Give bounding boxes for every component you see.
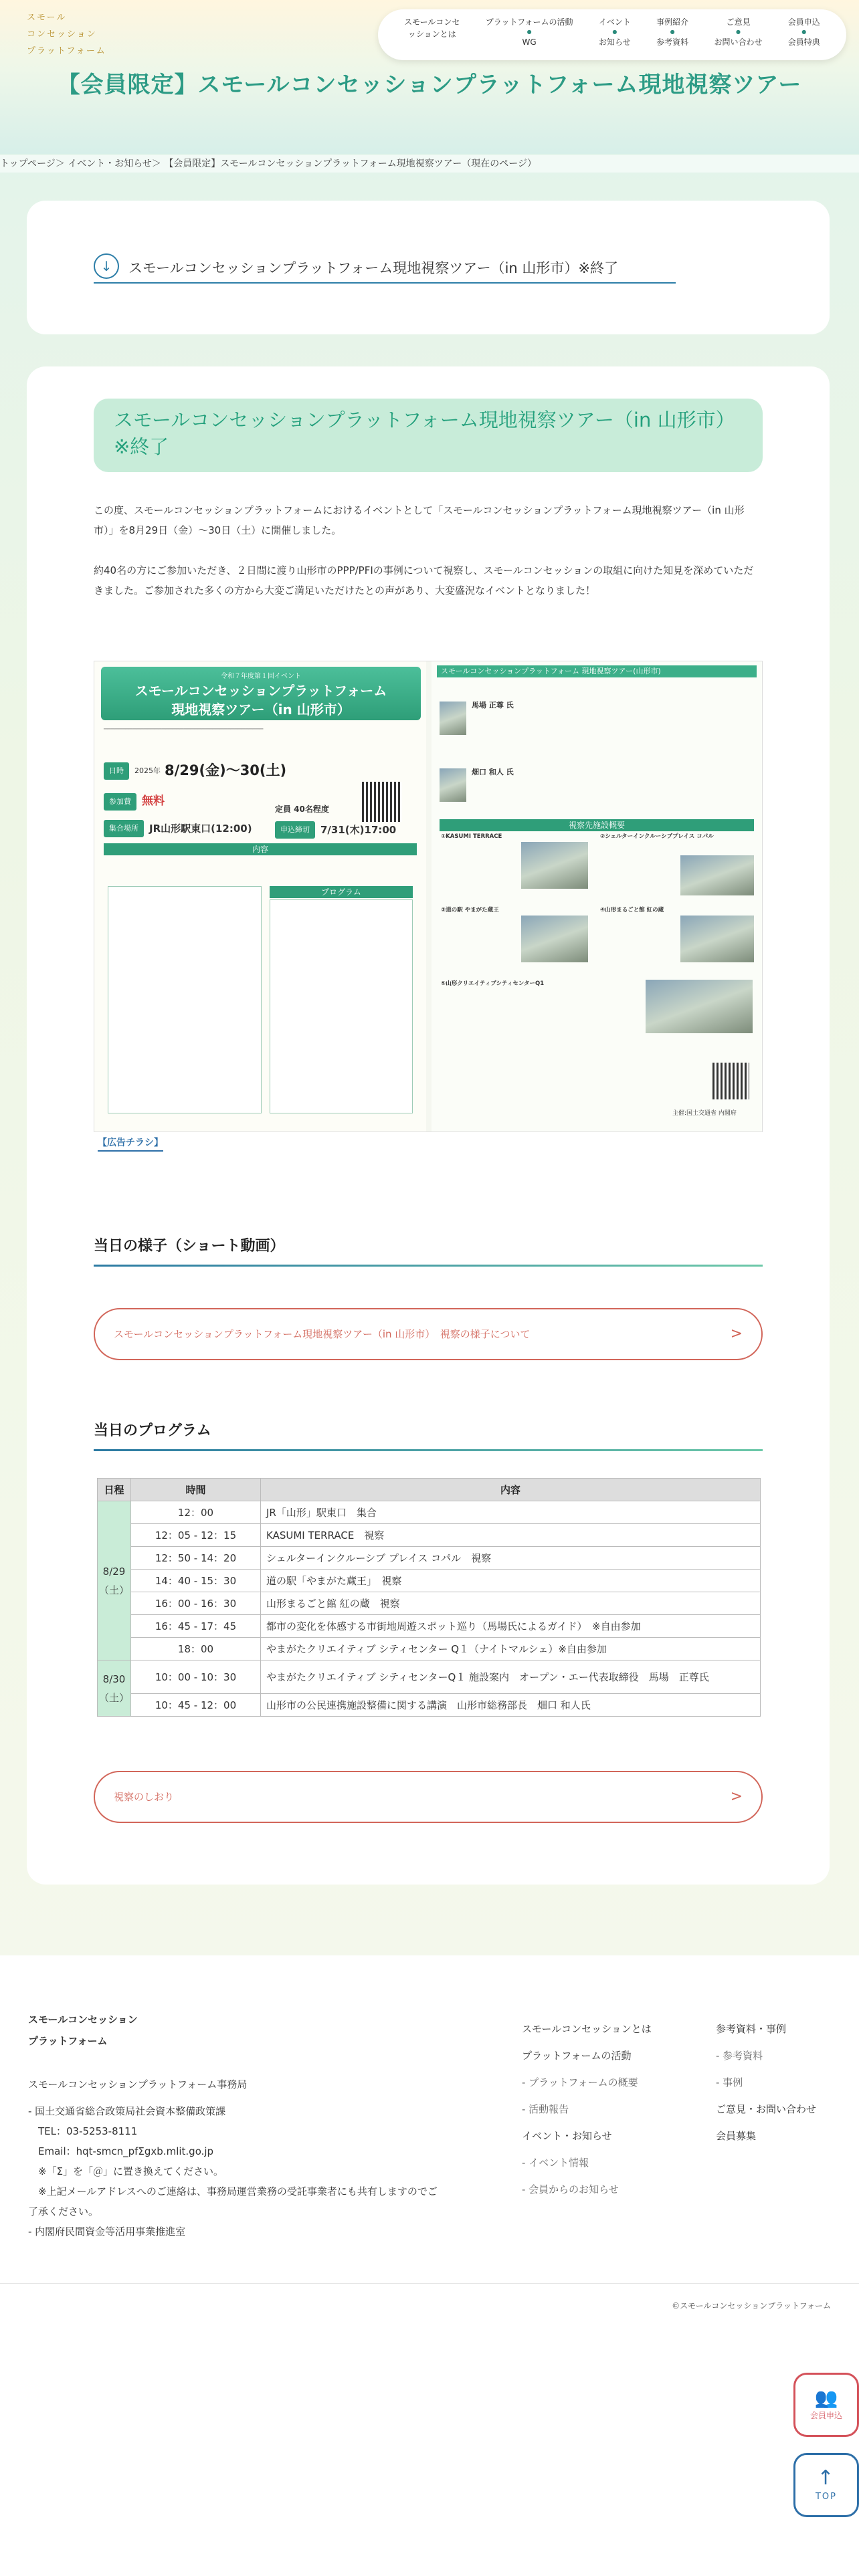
table-header-row <box>98 1479 761 1501</box>
video-heading: 当日の様子（ショート動画） <box>94 1235 763 1267</box>
flyer-section-bar: 内容 <box>104 843 417 855</box>
program-table <box>97 1478 761 1717</box>
program-time: 16：45 - 17：45 <box>131 1615 261 1638</box>
table-row <box>98 1638 761 1660</box>
people-icon: 👥 <box>814 2387 838 2409</box>
footer-link[interactable]: イベント・お知らせ <box>522 2130 612 2142</box>
footer-link[interactable]: - プラットフォームの概要 <box>522 2076 638 2088</box>
content-card <box>27 366 830 1885</box>
nav-item-events[interactable] <box>599 16 631 48</box>
program-content: やまがたクリエイティブ シティセンター Q１（ナイトマルシェ）※自由参加 <box>261 1638 761 1660</box>
section-heading: スモールコンセッションプラットフォーム現地視察ツアー（in 山形市）※終了 <box>94 399 763 472</box>
footer-link[interactable]: - 参考資料 <box>716 2050 763 2062</box>
table-header: 内容 <box>261 1479 761 1501</box>
table-row <box>98 1592 761 1615</box>
speaker-name: 馬場 正尊 氏 <box>472 701 514 710</box>
flyer-section-bar: 視察先施設概要 <box>440 819 754 831</box>
footer-link[interactable]: - 活動報告 <box>522 2103 569 2115</box>
flyer-fee-row <box>104 792 165 811</box>
program-time: 10：45 - 12：00 <box>131 1694 261 1717</box>
program-heading: 当日のプログラム <box>94 1419 763 1451</box>
logo-line: スモール <box>27 13 67 23</box>
chevron-right-icon: > <box>730 1788 743 1806</box>
footer-contact <box>28 2074 443 2242</box>
footer-nav-col1 <box>522 2016 652 2203</box>
flyer-tag: 集合場所 <box>104 820 144 837</box>
footer-info-line: - 内閣府民間資金等活用事業推進室 <box>28 2226 186 2238</box>
nav-item-cases[interactable] <box>656 16 688 48</box>
speaker-name: 畑口 和人 氏 <box>472 768 514 776</box>
dot-icon: ● <box>801 29 807 35</box>
footer-info-line: ※「Σ」を「＠」に置き換えてください。 <box>28 2165 224 2177</box>
nav-item-member[interactable] <box>788 16 820 48</box>
qr-code <box>712 1063 749 1099</box>
logo-line: プラットフォーム <box>27 46 106 56</box>
lead-text <box>94 500 763 621</box>
footer-logo-line: スモールコンセッション <box>28 2014 138 2026</box>
logo-line: コンセッション <box>27 29 97 39</box>
flyer-capacity: 定員 40名程度 <box>275 804 329 814</box>
toc-link[interactable] <box>94 255 676 284</box>
table-row <box>98 1660 761 1694</box>
flyer-host: 主催:国土交通省 内閣府 <box>672 1110 737 1117</box>
nav-item-activity[interactable] <box>486 16 573 48</box>
footer-logo[interactable] <box>28 2009 138 2052</box>
breadcrumb[interactable]: トップページ＞ イベント・お知らせ＞ 【会員限定】スモールコンセッションプラットフォーム現地視察ツアー（現在のページ） <box>0 155 859 173</box>
flyer-back <box>432 661 762 1132</box>
nav-item-contact[interactable] <box>714 16 762 48</box>
flyer-title-line: スモールコンセッションプラットフォーム <box>134 683 387 699</box>
flyer-fee: 無料 <box>142 794 165 809</box>
dot-icon: ● <box>612 29 617 35</box>
toc-link-label: スモールコンセッションプラットフォーム現地視察ツアー（in 山形市）※終了 <box>128 260 619 277</box>
site-photo <box>521 842 588 889</box>
back-to-top-button[interactable] <box>793 2453 859 2517</box>
speaker-photo <box>440 702 466 735</box>
event-flyer-image <box>94 661 763 1132</box>
lead-paragraph: 約40名の方にご参加いただき、２日間に渡り山形市のPPP/PFIの事例について視察し、スモールコンセッションの取組に向けた知見を深めていただきました。ご参加された多くの方から大変ご満足いただけたとの声があり、大変盛況なイベントとなりました！ <box>94 564 754 597</box>
copyright: ©スモールコンセッションプラットフォーム <box>0 2283 859 2313</box>
program-time: 12：05 - 12：15 <box>131 1524 261 1547</box>
flyer-title-line: 現地視察ツアー（in 山形市） <box>171 702 351 718</box>
program-content: JR「山形」駅東口 集合 <box>261 1501 761 1524</box>
program-time: 18：00 <box>131 1638 261 1660</box>
program-date: 8/30（土） <box>98 1660 131 1717</box>
nav-label[interactable]: 参考資料 <box>656 37 689 47</box>
program-time: 10：00 - 10：30 <box>131 1660 261 1694</box>
site-name: ⑤山形クリエイティブシティセンターQ1 <box>441 980 545 987</box>
program-content: 道の駅「やまがた蔵王」 視察 <box>261 1570 761 1592</box>
program-time: 14：40 - 15：30 <box>131 1570 261 1592</box>
nav-label[interactable]: お知らせ <box>599 37 631 47</box>
video-link-label: スモールコンセッションプラットフォーム現地視察ツアー（in 山形市） 視察の様子について <box>114 1328 531 1340</box>
flyer-place: JR山形駅東口(12:00) <box>149 823 252 835</box>
site-photo <box>680 916 754 962</box>
footer-link[interactable]: 参考資料・事例 <box>716 2023 787 2035</box>
footer-nav-col2 <box>716 2016 816 2149</box>
site-photo <box>680 855 754 895</box>
flyer-intro: ──────────────────────────────────────────── <box>104 726 264 733</box>
footer <box>0 1955 859 2576</box>
ad-flyer-link[interactable]: 【広告チラシ】 <box>98 1136 163 1152</box>
flyer-program-table <box>270 899 413 1113</box>
page-title: 【会員限定】スモールコンセッションプラットフォーム現地視察ツアー <box>57 72 802 98</box>
global-nav <box>378 9 846 60</box>
flyer-tag: 申込締切 <box>275 821 315 839</box>
table-header: 時間 <box>131 1479 261 1501</box>
nav-label: ご意見 <box>726 17 751 27</box>
dot-icon: ● <box>735 29 741 35</box>
dot-icon: ● <box>670 29 675 35</box>
program-content: KASUMI TERRACE 視察 <box>261 1524 761 1547</box>
nav-label: イベント <box>598 17 631 27</box>
site-name: ③道の駅 やまがた蔵王 <box>441 907 499 914</box>
footer-link[interactable]: - 事例 <box>716 2076 743 2088</box>
flyer-date: 8/29(金)～30(土) <box>165 762 287 779</box>
flyer-title <box>101 667 421 720</box>
table-header: 日程 <box>98 1479 131 1501</box>
table-row <box>98 1524 761 1547</box>
table-row <box>98 1615 761 1638</box>
site-name: ②シェルターインクルーシブプレイス コパル <box>600 833 714 840</box>
program-date: 8/29（土） <box>98 1501 131 1660</box>
guide-link-label: 視察のしおり <box>114 1791 175 1803</box>
footer-logo-line: プラットフォーム <box>28 2035 108 2047</box>
chevron-right-icon: > <box>730 1325 743 1343</box>
table-row <box>98 1570 761 1592</box>
footer-link[interactable]: 会員募集 <box>716 2130 757 2142</box>
member-apply-label: 会員申込 <box>809 2411 842 2421</box>
arrow-up-icon: ↑ <box>817 2466 836 2490</box>
nav-label[interactable]: 会員特典 <box>787 37 820 47</box>
footer-link[interactable]: - 会員からのお知らせ <box>522 2183 619 2195</box>
footer-info-line: ※上記メールアドレスへのご連絡は、事務局運営業務の受託事業者にも共有しますのでご了承ください。 <box>28 2185 438 2218</box>
flyer-front <box>94 661 426 1132</box>
site-logo[interactable] <box>27 9 114 60</box>
footer-info-line: Email：hqt-smcn_pfΣgxb.mlit.go.jp <box>28 2145 214 2157</box>
nav-label: 会員申込 <box>787 17 820 27</box>
flyer-deadline-row <box>275 821 396 839</box>
nav-label: ッションとは <box>407 29 456 39</box>
footer-link[interactable]: ご意見・お問い合わせ <box>716 2103 817 2115</box>
program-content: 山形まるごと館 紅の蔵 視察 <box>261 1592 761 1615</box>
program-content: 都市の変化を体感する市街地周遊スポット巡り（馬場氏によるガイド） ※自由参加 <box>261 1615 761 1638</box>
site-photo <box>521 916 588 962</box>
nav-label: プラットフォームの活動 <box>485 17 573 27</box>
program-time: 12：50 - 14：20 <box>131 1547 261 1570</box>
footer-link[interactable]: プラットフォームの活動 <box>522 2050 632 2062</box>
footer-info-line: - 国土交通省総合政策局社会資本整備政策課 <box>28 2105 226 2117</box>
program-time: 16：00 - 16：30 <box>131 1592 261 1615</box>
program-content: シェルターインクルーシブ プレイス コパル 視察 <box>261 1547 761 1570</box>
flyer-date-row <box>104 762 286 780</box>
footer-link[interactable]: スモールコンセッションとは <box>522 2023 652 2035</box>
flyer-notes <box>108 886 262 1113</box>
nav-label: スモールコンセ <box>404 17 460 27</box>
flyer-deadline: 7/31(木)17:00 <box>320 824 397 836</box>
table-row <box>98 1547 761 1570</box>
flyer-place-row <box>104 819 252 838</box>
header <box>0 0 859 154</box>
guide-link-button[interactable] <box>94 1771 763 1823</box>
program-content: やまがたクリエイティブ シティセンターQ１ 施設案内 オープン・エー代表取締役 馬場 正尊氏 <box>261 1660 761 1694</box>
member-apply-button[interactable] <box>793 2373 859 2437</box>
site-name: ①KASUMI TERRACE <box>441 833 502 840</box>
toc-card <box>27 201 830 334</box>
flyer-back-heading: スモールコンセッションプラットフォーム 現地視察ツアー(山形市) <box>437 665 757 677</box>
qr-code <box>362 782 402 822</box>
table-row <box>98 1501 761 1524</box>
program-content: 山形市の公民連携施設整備に関する講演 山形市総務部長 畑口 和人氏 <box>261 1694 761 1717</box>
footer-office: スモールコンセッションプラットフォーム事務局 <box>28 2078 248 2090</box>
lead-paragraph: この度、スモールコンセッションプラットフォームにおけるイベントとして「スモールコンセッションプラットフォーム現地視察ツアー（in 山形市）」を8月29日（金）～30日（土）に開催しました。 <box>94 504 745 536</box>
site-name: ④山形まるごと館 紅の蔵 <box>600 907 664 914</box>
footer-link[interactable]: - イベント情報 <box>522 2157 589 2169</box>
flyer-tag: 日時 <box>104 762 129 780</box>
nav-item-about[interactable] <box>404 16 460 40</box>
table-row <box>98 1694 761 1717</box>
speaker-photo <box>440 768 466 802</box>
nav-label[interactable]: WG <box>522 37 537 47</box>
back-to-top-label: TOP <box>815 2491 837 2502</box>
flyer-year: 2025年 <box>134 766 161 776</box>
video-link-button[interactable] <box>94 1308 763 1360</box>
site-photo <box>646 980 753 1033</box>
flyer-small: 令和７年度第１回イベント <box>221 673 301 680</box>
nav-label[interactable]: お問い合わせ <box>714 37 763 47</box>
arrow-down-icon: ↓ <box>94 253 119 279</box>
nav-label: 事例紹介 <box>656 17 689 27</box>
program-time: 12：00 <box>131 1501 261 1524</box>
flyer-section-bar: プログラム <box>270 886 413 898</box>
footer-info-line: TEL：03-5253-8111 <box>28 2125 138 2137</box>
flyer-tag: 参加費 <box>104 793 136 811</box>
dot-icon: ● <box>527 29 532 35</box>
